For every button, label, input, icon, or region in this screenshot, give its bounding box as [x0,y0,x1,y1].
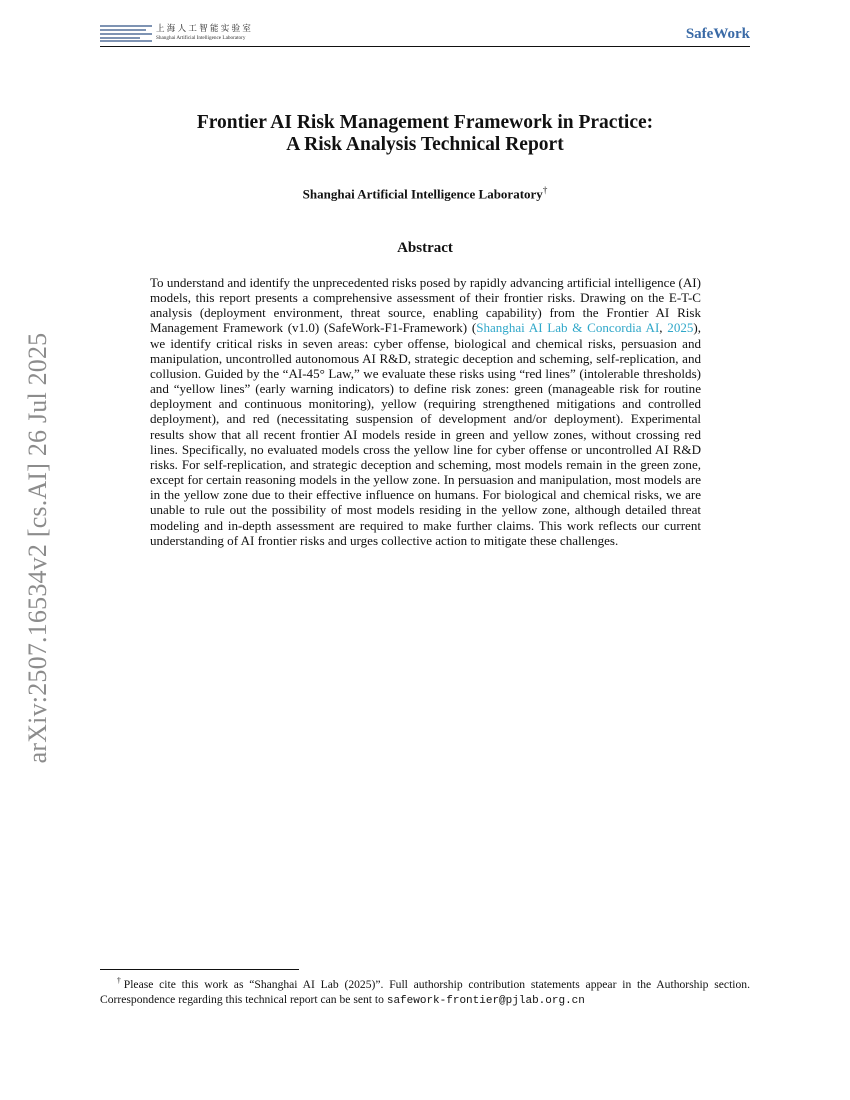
paper-title [0,112,850,156]
lab-logo [100,24,253,42]
title-line-1: Frontier AI Risk Management Framework in Practice: [196,112,654,133]
citation-link[interactable]: Shanghai AI Lab & Concordia AI [476,320,660,336]
lab-name-chinese: 上海人工智能实验室 [156,24,254,35]
abstract-text-part-2: ), we identify critical risks in seven areas: cyber offense, biological and chemical risks, persuasion and manipulation, uncontrolled autonomous AI R&D, strategic deception and scheming, self-replication, and collusion. Guided by the “AI-45° Law,” we evaluate these risks using “red lines” (intolerable thresholds) and “yellow lines” (early warning indicators) to define risk zones: green (manageable risk for routine deployment and continuous monitoring), yellow (requiring strengthened mitigations and controlled deployment), and red (necessitating suspension of development and/or deployment). Experimental results show that all recent frontier AI models reside in green and yellow zones, without crossing red lines. Specifically, no evaluated models cross the yellow line for cyber offense or uncontrolled AI R&D risks. For self-replication, and strategic deception and scheming, most models remain in the green zone, except for certain reasoning models in the yellow zone. In persuasion and manipulation, most models are in the yellow zone due to their effective influence on humans. For biological and chemical risks, we are unable to rule out the possibility of most models residing in the yellow zone, although detailed threat modeling and in-depth assessment are required to make further claims. This work reflects our current understanding of AI frontier risks and urges collective action to mitigate these challenges. [150,320,701,548]
lab-logo-icon [100,24,152,42]
author-name: Shanghai Artificial Intelligence Laboratory [302,186,543,202]
lab-name-english: Shanghai Artificial Intelligence Laboratory [156,34,246,41]
citation-year-link[interactable]: 2025 [667,320,694,336]
safework-brand: SafeWork [685,26,750,42]
author-footnote-mark: † [542,185,548,195]
abstract-body [150,275,701,548]
contact-email[interactable]: safework-frontier@pjlab.org.cn [386,994,585,1007]
footnote-rule [100,969,299,970]
title-line-2: A Risk Analysis Technical Report [286,134,564,155]
page-header [100,22,750,47]
footnote-text: Please cite this work as “Shanghai AI Lab (2025)”. Full authorship contribution statements appear in the Authorship section. Correspondence regarding this technical report can be sent to [100,977,750,1006]
abstract-heading: Abstract [397,240,453,256]
author-affiliation [0,185,850,202]
footnote-mark: † [114,976,124,985]
abstract-text-part-1: To understand and identify the unprecedented risks posed by rapidly advancing artificial intelligence (AI) models, this report presents a comprehensive assessment of their frontier risks. Drawing on the E-T-C analysis (deployment environment, threat source, enabling capability) from the Frontier AI Risk Management Framework (v1.0) (SafeWork-F1-Framework) ( [150,275,701,336]
footnote [100,973,750,1009]
arxiv-identifier-stamp: arXiv:2507.16534v2 [cs.AI] 26 Jul 2025 [23,332,52,764]
citation-separator: , [659,320,668,336]
